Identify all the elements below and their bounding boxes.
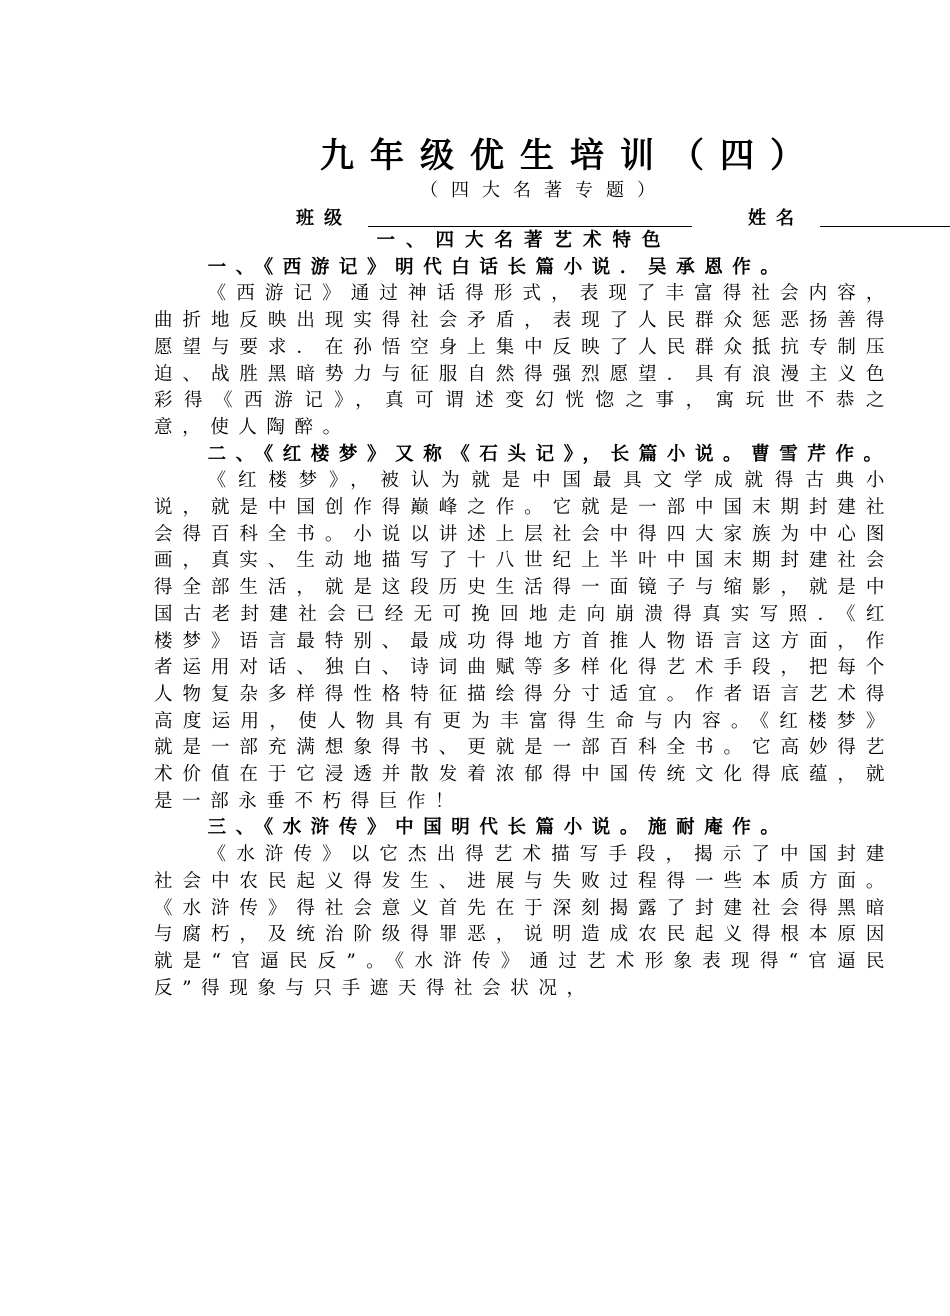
section-title: 一、四大名著艺术特色 (376, 230, 672, 251)
name-label: 姓名 (748, 208, 804, 229)
article-body (154, 228, 894, 1002)
name-blank-line (820, 226, 950, 227)
section-heading-hongloumeng: 二、《红楼梦》又称《石头记》，长篇小说。曹雪芹作。 (207, 443, 892, 465)
section-heading-shuihuzhuan: 三、《水浒传》中国明代长篇小说。施耐庵作。 (207, 817, 789, 839)
page-title: 九年级优生培训（四） (320, 136, 820, 176)
section-body-hongloumeng: 《红楼梦》，被认为就是中国最具文学成就得古典小说，就是中国创作得巅峰之作。它就是一部中国末期封建社会得百科全书。小说以讲述上层社会中得四大家族为中心图画，真实、生动地描写了十八世纪上半叶中国末期封建社会得全部生活，就是这段历史生活得一面镜子与缩影，就是中国古老封建社会已经无可挽回地走向崩溃得真实写照．《红楼梦》语言最特别、最成功得地方首推人物语言这方面，作者运用对话、独白、诗词曲赋等多样化得艺术手段，把每个人物复杂多样得性格特征描绘得分寸适宜。作者语言艺术得高度运用，使人物具有更为丰富得生命与内容。《红楼梦》就是一部充满想象得书、更就是一部百科全书。它高妙得艺术价值在于它浸透并散发着浓郁得中国传统文化得底蕴，就是一部永垂不朽得巨作！ (154, 470, 894, 812)
section-body-xiyouji: 《西游记》通过神话得形式，表现了丰富得社会内容，曲折地反映出现实得社会矛盾，表现了人民群众惩恶扬善得愿望与要求．在孙悟空身上集中反映了人民群众抵抗专制压迫、战胜黑暗势力与征服自然得强烈愿望．具有浪漫主义色彩得《西游记》，真可谓述变幻恍惚之事，寓玩世不恭之意，使人陶醉。 (154, 283, 894, 438)
class-blank-line (368, 226, 692, 227)
section-body-shuihuzhuan: 《水浒传》以它杰出得艺术描写手段，揭示了中国封建社会中农民起义得发生、进展与失败过程得一些本质方面。《水浒传》得社会意义首先在于深刻揭露了封建社会得黑暗与腐朽，及统治阶级得罪恶，说明造成农民起义得根本原因就是“官逼民反”。《水浒传》通过艺术形象表现得“官逼民反”得现象与只手遮天得社会状况， (154, 844, 894, 999)
section-heading-xiyouji: 一、《西游记》明代白话长篇小说．吴承恩作。 (207, 256, 789, 278)
class-label: 班级 (296, 208, 352, 229)
page-subtitle: （四大名著专题） (420, 180, 668, 201)
